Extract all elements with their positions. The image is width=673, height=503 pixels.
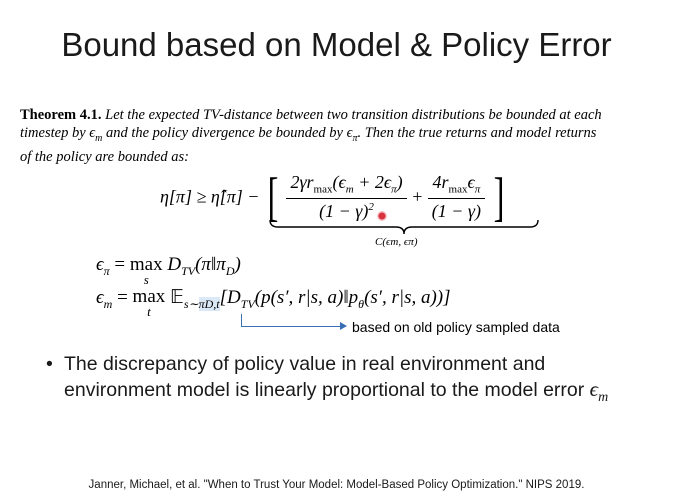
fraction-2-numerator bbox=[428, 172, 485, 199]
theorem-sub-pi: π bbox=[352, 132, 358, 144]
eq-pi-op-sub: s bbox=[143, 272, 149, 287]
f1-num-b: (ϵ bbox=[332, 172, 346, 193]
eq-lhs: η[π] ≥ η̂[π] − bbox=[160, 186, 260, 207]
eq-pi-lhs-sub: π bbox=[103, 263, 110, 278]
model-error-equation bbox=[96, 286, 451, 319]
eq-m-expect-sub: s∼ bbox=[183, 296, 199, 311]
eq-m-rhs-sub2: θ bbox=[358, 296, 365, 311]
eq-m-max bbox=[132, 286, 166, 319]
eq-pi-equals: = bbox=[109, 254, 130, 275]
mouse-pointer-dot bbox=[377, 211, 387, 221]
eq-m-expect: 𝔼 bbox=[165, 287, 184, 308]
eq-pi-rhs-end: ) bbox=[234, 254, 241, 275]
eq-m-expect-subscript bbox=[184, 297, 220, 311]
theorem-label: Theorem 4.1. bbox=[20, 107, 102, 123]
right-bracket: ] bbox=[493, 167, 504, 227]
f2-num-sub: max bbox=[448, 183, 468, 196]
eq-m-op: max bbox=[132, 286, 166, 307]
theorem-line-3 bbox=[20, 148, 673, 166]
eq-m-expect-sub-highlight: πD,t bbox=[198, 296, 220, 311]
eq-pi-rhs: D bbox=[162, 254, 182, 275]
eq-m-op-sub: t bbox=[147, 304, 151, 319]
theorem-text-1: Let the expected TV-distance between two transition distributions be bounded at each bbox=[105, 107, 602, 123]
fraction-2 bbox=[428, 172, 485, 222]
eq-pi-max bbox=[129, 254, 163, 287]
citation-footer: Janner, Michael, et al. "When to Trust Your Model: Model-Based Policy Optimization." NIPS 2019. bbox=[88, 479, 585, 491]
f1-num-a: 2γr bbox=[290, 172, 314, 193]
eq-pi-lhs: ϵ bbox=[96, 254, 104, 275]
bullet-math-sub: m bbox=[598, 389, 609, 405]
f2-num-b: ϵ bbox=[467, 172, 475, 193]
underbrace bbox=[268, 218, 540, 236]
fraction-1-numerator bbox=[286, 172, 406, 199]
bullet-point bbox=[46, 352, 656, 410]
annotation-arrow-icon bbox=[340, 322, 347, 330]
theorem-text-2a: timestep by ϵ bbox=[20, 125, 96, 141]
eq-m-rhs-end: (s′, r|s, a))] bbox=[364, 287, 451, 308]
f1-num-sub2: m bbox=[345, 183, 354, 196]
left-bracket: [ bbox=[267, 167, 279, 227]
eq-pi-rhs-sub2: D bbox=[225, 263, 235, 278]
main-bound-equation bbox=[160, 167, 508, 227]
f1-den: (1 − γ) bbox=[319, 200, 369, 221]
annotation-connector-horizontal bbox=[241, 326, 341, 327]
eq-m-rhs: [D bbox=[219, 287, 241, 308]
f2-den: (1 − γ) bbox=[431, 200, 482, 221]
theorem-text-2c: . Then the true returns and model returns bbox=[357, 125, 597, 141]
underbrace-label: C(ϵm, ϵπ) bbox=[375, 236, 418, 248]
annotation-connector-vertical bbox=[241, 314, 242, 326]
f2-num-a: 4r bbox=[432, 172, 449, 193]
eq-m-rhs-rest: (p(s′, r|s, a)‖p bbox=[254, 287, 359, 308]
f1-den-sup: 2 bbox=[368, 200, 374, 213]
f2-num-sub2: π bbox=[474, 183, 481, 196]
f1-num-sub3: π bbox=[391, 183, 397, 196]
theorem-block bbox=[20, 106, 673, 166]
eq-m-lhs: ϵ bbox=[96, 287, 104, 308]
policy-error-equation bbox=[96, 254, 241, 287]
annotation-text: based on old policy sampled data bbox=[352, 319, 560, 335]
f1-num-c: + 2ϵ bbox=[353, 172, 392, 193]
slide-title: Bound based on Model & Policy Error bbox=[61, 26, 612, 63]
theorem-line-1 bbox=[20, 106, 673, 124]
fraction-1 bbox=[286, 172, 406, 222]
theorem-text-2b: and the policy divergence be bounded by ϵ bbox=[102, 125, 353, 141]
eq-plus: + bbox=[411, 186, 424, 207]
theorem-text-3: of the policy are bounded as: bbox=[20, 148, 189, 165]
eq-pi-op: max bbox=[129, 254, 163, 275]
bullet-text bbox=[64, 352, 656, 410]
f1-num-d: ) bbox=[396, 172, 403, 193]
bullet-math: ϵ bbox=[589, 377, 599, 401]
eq-m-equals: = bbox=[112, 287, 133, 308]
eq-m-rhs-sub: TV bbox=[240, 296, 255, 311]
theorem-line-2 bbox=[20, 124, 673, 148]
bullet-icon: • bbox=[46, 353, 53, 375]
f1-num-sub: max bbox=[313, 183, 333, 196]
eq-pi-rhs-rest: (π‖π bbox=[195, 254, 226, 275]
bullet-text-body: The discrepancy of policy value in real environment and environment model is linearly proportional to the model error bbox=[64, 353, 590, 401]
eq-pi-rhs-sub: TV bbox=[181, 263, 196, 278]
eq-m-lhs-sub: m bbox=[103, 296, 113, 311]
theorem-sub-m: m bbox=[95, 132, 103, 144]
